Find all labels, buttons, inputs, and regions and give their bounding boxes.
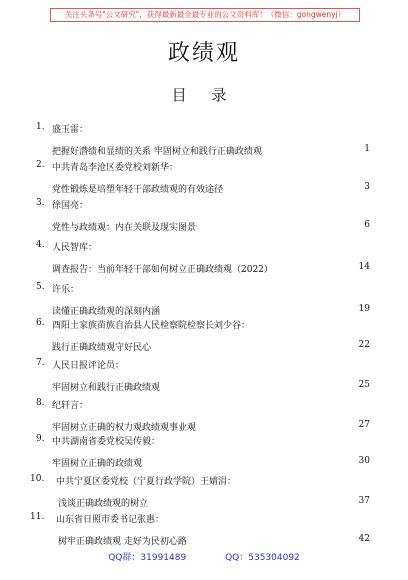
entry-author: 许乐： bbox=[52, 285, 80, 295]
entry-page-number: 14 bbox=[358, 262, 370, 272]
entry-article-title[interactable]: 浅谈正确政绩观的树立 bbox=[58, 499, 149, 509]
entry-number: 9. bbox=[36, 434, 45, 444]
entry-number: 11. bbox=[30, 512, 45, 522]
qq-number: QQ：535304092 bbox=[225, 553, 300, 563]
entry-author: 中共宁夏区委党校（宁夏行政学院）王婧涓： bbox=[56, 477, 237, 487]
entry-author: 纪轩言： bbox=[52, 401, 89, 411]
entry-number: 10. bbox=[30, 474, 45, 484]
toc-entry[interactable] bbox=[0, 160, 408, 200]
entry-page-number: 3 bbox=[364, 182, 370, 192]
top-banner: 关注头条号"公文研究"，获得最新最全最专业的公文资料库！（微信：gongwenyj） bbox=[50, 8, 360, 22]
entry-number: 7. bbox=[36, 358, 45, 368]
entry-author: 中共湖南省委党校吴传毅： bbox=[52, 437, 161, 447]
toc-entry[interactable] bbox=[0, 474, 408, 514]
entry-article-title[interactable]: 把握好潜绩和显绩的关系 牢固树立和践行正确政绩观 bbox=[52, 147, 262, 157]
entry-author: 盛玉雷： bbox=[52, 125, 89, 135]
entry-article-title[interactable]: 牢固树立和践行正确政绩观 bbox=[52, 383, 161, 393]
entry-page-number: 6 bbox=[364, 220, 370, 230]
entry-page-number: 25 bbox=[358, 380, 370, 390]
entry-article-title[interactable]: 读懂正确政绩观的深刻内涵 bbox=[52, 307, 161, 317]
entry-author: 酉阳土家族苗族自治县人民检察院检察长刘少谷： bbox=[52, 321, 251, 331]
toc-entry[interactable] bbox=[0, 398, 408, 438]
entry-page-number: 30 bbox=[358, 456, 370, 466]
entry-page-number: 42 bbox=[358, 534, 370, 544]
entry-page-number: 37 bbox=[358, 496, 370, 506]
toc-entry[interactable] bbox=[0, 198, 408, 238]
toc-entry[interactable] bbox=[0, 358, 408, 398]
toc-entry[interactable] bbox=[0, 122, 408, 162]
toc-entry[interactable] bbox=[0, 240, 408, 280]
entry-page-number: 22 bbox=[358, 340, 370, 350]
entry-article-title[interactable]: 践行正确政绩观守好民心 bbox=[52, 343, 152, 353]
toc-entry[interactable] bbox=[0, 318, 408, 358]
entry-author: 山东省日照市委书记张惠： bbox=[56, 515, 165, 525]
entry-number: 4. bbox=[36, 240, 45, 250]
entry-author: 人民日报评论员： bbox=[52, 361, 125, 371]
qq-group-number: QQ群：31991489 bbox=[108, 553, 187, 563]
entry-number: 3. bbox=[36, 198, 45, 208]
entry-author: 徐国亮： bbox=[52, 201, 89, 211]
entry-number: 6. bbox=[36, 318, 45, 328]
entry-number: 2. bbox=[36, 160, 45, 170]
entry-article-title[interactable]: 树牢正确政绩观 走好为民初心路 bbox=[58, 537, 187, 547]
entry-page-number: 19 bbox=[358, 304, 370, 314]
entry-page-number: 1 bbox=[364, 144, 370, 154]
entry-article-title[interactable]: 调查报告：当前年轻干部如何树立正确政绩观（2022） bbox=[52, 265, 273, 275]
toc-heading: 目 录 bbox=[171, 86, 237, 104]
entry-author: 中共青岛李沧区委党校刘新华： bbox=[52, 163, 179, 173]
entry-page-number: 27 bbox=[358, 420, 370, 430]
toc-entry[interactable] bbox=[0, 282, 408, 322]
entry-number: 5. bbox=[36, 282, 45, 292]
footer-contacts bbox=[0, 550, 408, 563]
entry-article-title[interactable]: 牢固树立正确的政绩观 bbox=[52, 459, 143, 469]
entry-number: 1. bbox=[36, 122, 45, 132]
entry-article-title[interactable]: 党性锻炼是培塑年轻干部政绩观的有效途径 bbox=[52, 185, 224, 195]
toc-entry[interactable] bbox=[0, 512, 408, 552]
entry-article-title[interactable]: 党性与政绩观：内在关联及现实图景 bbox=[52, 223, 197, 233]
document-title: 政绩观 bbox=[167, 41, 240, 66]
entry-number: 8. bbox=[36, 398, 45, 408]
entry-article-title[interactable]: 牢固树立正确的权力观政绩观事业观 bbox=[52, 423, 197, 433]
toc-entry[interactable] bbox=[0, 434, 408, 474]
entry-author: 人民智库： bbox=[52, 243, 98, 253]
